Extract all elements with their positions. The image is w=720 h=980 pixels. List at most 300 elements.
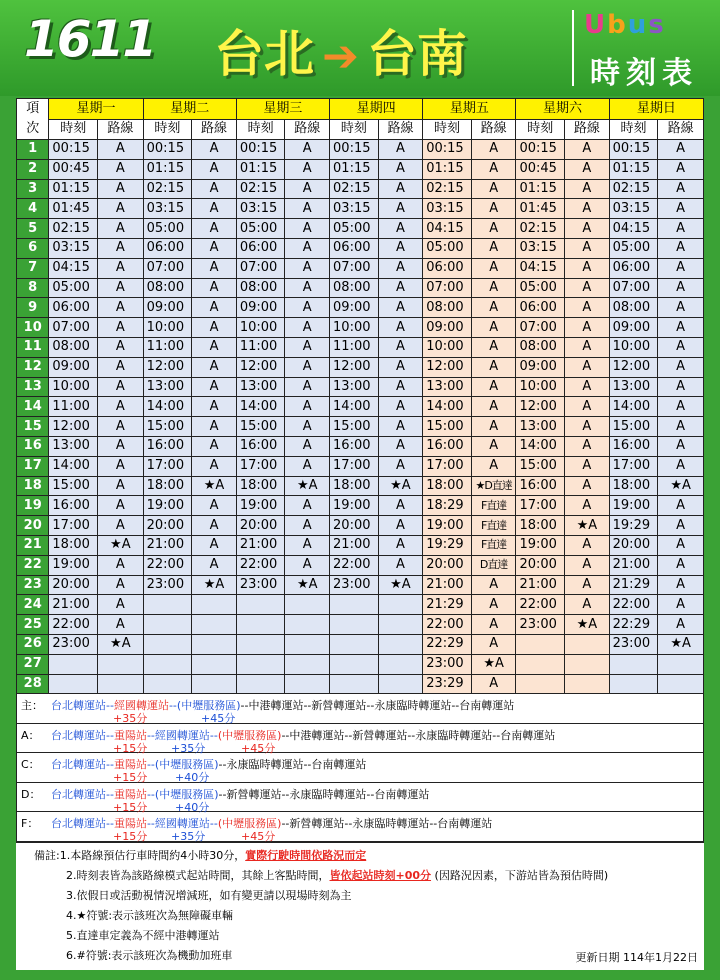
route-code-cell: A: [98, 219, 144, 239]
departure-time-cell: 02:15: [330, 179, 379, 199]
route-code-cell: A: [98, 615, 144, 635]
route-code-cell: A: [378, 555, 423, 575]
day-header: 星期二: [143, 99, 236, 120]
table-row: [17, 634, 704, 654]
departure-time-cell: 03:15: [49, 238, 98, 258]
route-code-cell: A: [192, 377, 237, 397]
departure-time-cell: 13:00: [423, 377, 472, 397]
route-code-cell: [565, 674, 610, 694]
route-code-cell: A: [565, 219, 610, 239]
table-row: [17, 516, 704, 536]
route-code-cell: A: [565, 575, 610, 595]
departure-time-cell: 06:00: [423, 258, 472, 278]
departure-time-cell: 21:29: [609, 575, 658, 595]
route-code-cell: A: [471, 219, 516, 239]
route-code-cell: [658, 654, 704, 674]
route-segment: 台北轉運站--: [51, 817, 114, 831]
day-header: 星期一: [49, 99, 143, 120]
departure-time-cell: 00:45: [49, 159, 98, 179]
route-code-cell: A: [285, 456, 330, 476]
departure-time-cell: 21:00: [330, 535, 379, 555]
route-code-cell: A: [565, 337, 610, 357]
route-segment: (中壢服務區): [176, 699, 241, 713]
departure-time-cell: 17:00: [143, 456, 192, 476]
departure-time-cell: 01:15: [609, 159, 658, 179]
departure-time-cell: 17:00: [236, 456, 285, 476]
route-code-cell: A: [658, 179, 704, 199]
route-code-cell: A: [565, 436, 610, 456]
departure-time-cell: 23:00: [609, 634, 658, 654]
route-code-cell: A: [565, 595, 610, 615]
table-row: [17, 140, 704, 160]
route-code-cell: [565, 634, 610, 654]
departure-time-cell: 23:00: [330, 575, 379, 595]
departure-time-cell: 20:00: [236, 516, 285, 536]
departure-time-cell: 14:00: [330, 397, 379, 417]
route-code-cell: A: [658, 456, 704, 476]
route-code-cell: A: [192, 496, 237, 516]
row-index: 5: [17, 219, 49, 239]
departure-time-cell: 04:15: [49, 258, 98, 278]
departure-time-cell: 15:00: [516, 456, 565, 476]
route-code-cell: A: [658, 159, 704, 179]
departure-time-cell: 07:00: [236, 258, 285, 278]
route-code-cell: A: [378, 337, 423, 357]
departure-time-cell: 00:15: [49, 140, 98, 160]
row-index: 7: [17, 258, 49, 278]
time-offset: +45分: [241, 830, 276, 844]
route-code-cell: ★A: [192, 575, 237, 595]
route-code-cell: A: [285, 219, 330, 239]
time-column-header: 時刻: [49, 119, 98, 140]
departure-time-cell: 23:00: [143, 575, 192, 595]
departure-time-cell: 10:00: [236, 318, 285, 338]
departure-time-cell: 15:00: [49, 476, 98, 496]
route-code-cell: [192, 674, 237, 694]
route-code-cell: A: [658, 377, 704, 397]
route-number: 1611: [24, 10, 156, 68]
route-column-header: 路線: [565, 119, 610, 140]
route-code-cell: A: [285, 278, 330, 298]
route-code-cell: A: [192, 357, 237, 377]
departure-time-cell: 15:00: [236, 417, 285, 437]
route-code-cell: [378, 674, 423, 694]
route-code-cell: A: [378, 179, 423, 199]
route-code-cell: A: [471, 337, 516, 357]
departure-time-cell: 22:29: [423, 634, 472, 654]
route-code-cell: A: [565, 535, 610, 555]
note-text: 備註:1.本路線預估行車時間約4小時30分，: [34, 848, 246, 862]
route-code-cell: A: [378, 357, 423, 377]
departure-time-cell: 15:00: [330, 417, 379, 437]
route-code-cell: A: [471, 159, 516, 179]
departure-time-cell: 08:00: [143, 278, 192, 298]
route-code-cell: ★A: [658, 634, 704, 654]
row-index: 21: [17, 535, 49, 555]
route-column-header: 路線: [192, 119, 237, 140]
route-segment: 台北轉運站--: [51, 787, 114, 801]
departure-time-cell: 03:15: [609, 199, 658, 219]
departure-time-cell: 16:00: [330, 436, 379, 456]
departure-time-cell: 14:00: [609, 397, 658, 417]
route-code-cell: A: [285, 337, 330, 357]
departure-time-cell: 16:00: [49, 496, 98, 516]
departure-time-cell: 11:00: [236, 337, 285, 357]
route-code-cell: A: [98, 179, 144, 199]
departure-time-cell: 07:00: [49, 318, 98, 338]
departure-time-cell: [236, 634, 285, 654]
departure-time-cell: 20:00: [516, 555, 565, 575]
departure-time-cell: 01:15: [49, 179, 98, 199]
row-index: 4: [17, 199, 49, 219]
departure-time-cell: 14:00: [236, 397, 285, 417]
route-code-cell: A: [658, 357, 704, 377]
departure-time-cell: 19:00: [516, 535, 565, 555]
departure-time-cell: 01:15: [143, 159, 192, 179]
route-code-cell: A: [285, 417, 330, 437]
note-6: 6.#符號:表示該班次為機動加班車: [66, 948, 233, 962]
time-offset: +45分: [241, 741, 276, 755]
origin: 台北: [214, 25, 314, 83]
departure-time-cell: 12:00: [236, 357, 285, 377]
departure-time-cell: 09:00: [143, 298, 192, 318]
timetable: [16, 98, 704, 694]
route-code-cell: [285, 634, 330, 654]
route-code-cell: [378, 654, 423, 674]
departure-time-cell: 07:00: [609, 278, 658, 298]
index-header-bottom: 次: [26, 121, 40, 136]
table-row: [17, 575, 704, 595]
route-code-cell: A: [192, 140, 237, 160]
departure-time-cell: 05:00: [143, 219, 192, 239]
departure-time-cell: 16:00: [236, 436, 285, 456]
logo-letter: s: [648, 10, 666, 40]
departure-time-cell: 05:00: [423, 238, 472, 258]
route-code-cell: A: [658, 238, 704, 258]
departure-time-cell: 22:00: [516, 595, 565, 615]
legend-key: A：: [21, 728, 40, 742]
row-index: 1: [17, 140, 49, 160]
timetable-panel: [16, 98, 704, 970]
route-code-cell: A: [658, 516, 704, 536]
route-code-cell: A: [658, 318, 704, 338]
departure-time-cell: [330, 615, 379, 635]
departure-time-cell: 23:00: [236, 575, 285, 595]
departure-time-cell: 09:00: [236, 298, 285, 318]
table-row: [17, 595, 704, 615]
route-code-cell: A: [285, 377, 330, 397]
departure-time-cell: 06:00: [49, 298, 98, 318]
route-code-cell: A: [285, 357, 330, 377]
departure-time-cell: 21:00: [609, 555, 658, 575]
route-code-cell: A: [285, 516, 330, 536]
route-code-cell: A: [471, 298, 516, 318]
legend-key: D：: [21, 787, 41, 801]
row-index: 28: [17, 674, 49, 694]
route-code-cell: A: [98, 337, 144, 357]
departure-time-cell: [236, 654, 285, 674]
departure-time-cell: 12:00: [423, 357, 472, 377]
route-code-cell: A: [471, 258, 516, 278]
departure-time-cell: 14:00: [49, 456, 98, 476]
route-code-cell: A: [565, 496, 610, 516]
departure-time-cell: 17:00: [609, 456, 658, 476]
table-row: [17, 555, 704, 575]
departure-time-cell: 12:00: [143, 357, 192, 377]
logo-letter: u: [627, 10, 649, 40]
route-code-cell: A: [285, 298, 330, 318]
route-code-cell: A: [658, 278, 704, 298]
departure-time-cell: 08:00: [236, 278, 285, 298]
departure-time-cell: 06:00: [609, 258, 658, 278]
departure-time-cell: 05:00: [516, 278, 565, 298]
route-code-cell: A: [192, 318, 237, 338]
departure-time-cell: 23:00: [516, 615, 565, 635]
departure-time-cell: 06:00: [330, 238, 379, 258]
destination: 台南: [366, 25, 467, 83]
time-offset: +40分: [175, 800, 210, 814]
route-code-cell: A: [471, 238, 516, 258]
row-index: 16: [17, 436, 49, 456]
departure-time-cell: 06:00: [236, 238, 285, 258]
route-code-cell: A: [285, 318, 330, 338]
departure-time-cell: 10:00: [609, 337, 658, 357]
route-code-cell: A: [378, 199, 423, 219]
route-code-cell: A: [471, 575, 516, 595]
route-code-cell: A: [658, 337, 704, 357]
route-segment: 重陽站: [113, 728, 147, 742]
route-code-cell: A: [98, 159, 144, 179]
header-banner: [0, 0, 720, 96]
time-offset: +35分: [171, 830, 206, 844]
departure-time-cell: 00:45: [516, 159, 565, 179]
route-segment: 重陽站: [113, 758, 147, 772]
route-code-cell: A: [565, 199, 610, 219]
route-code-cell: A: [378, 535, 423, 555]
route-code-cell: ★A: [471, 654, 516, 674]
departure-time-cell: 22:00: [143, 555, 192, 575]
departure-time-cell: 03:15: [236, 199, 285, 219]
route-code-cell: [285, 674, 330, 694]
route-code-cell: A: [98, 258, 144, 278]
time-offset: +45分: [201, 712, 236, 726]
route-code-cell: A: [565, 159, 610, 179]
departure-time-cell: 20:00: [423, 555, 472, 575]
route-code-cell: A: [192, 298, 237, 318]
row-index: 22: [17, 555, 49, 575]
route-code-cell: ★A: [378, 575, 423, 595]
row-index: 3: [17, 179, 49, 199]
route-code-cell: ★A: [98, 634, 144, 654]
index-header-top: 項: [26, 101, 40, 116]
route-code-cell: A: [378, 140, 423, 160]
route-code-cell: D直達: [471, 555, 516, 575]
departure-time-cell: 10:00: [143, 318, 192, 338]
row-index: 6: [17, 238, 49, 258]
departure-time-cell: 02:15: [423, 179, 472, 199]
time-offset: +15分: [113, 741, 148, 755]
route-code-cell: A: [98, 476, 144, 496]
departure-time-cell: 17:00: [516, 496, 565, 516]
day-header: 星期五: [423, 99, 516, 120]
route-code-cell: A: [378, 159, 423, 179]
departure-time-cell: 04:15: [516, 258, 565, 278]
route-code-cell: A: [658, 258, 704, 278]
route-code-cell: A: [98, 595, 144, 615]
route-code-cell: A: [378, 219, 423, 239]
route-code-cell: A: [98, 199, 144, 219]
route-code-cell: ★A: [285, 575, 330, 595]
departure-time-cell: 08:00: [609, 298, 658, 318]
table-row: [17, 377, 704, 397]
row-index: 18: [17, 476, 49, 496]
route-segment: --經國轉運站--: [146, 728, 218, 742]
route-code-cell: ★D直達: [471, 476, 516, 496]
row-index: 2: [17, 159, 49, 179]
note-1: [34, 847, 366, 863]
route-code-cell: A: [285, 140, 330, 160]
departure-time-cell: 07:00: [143, 258, 192, 278]
departure-time-cell: 21:00: [143, 535, 192, 555]
departure-time-cell: 22:00: [236, 555, 285, 575]
route-segment: (中壢服務區): [217, 817, 282, 831]
route-code-cell: A: [98, 417, 144, 437]
route-code-cell: A: [658, 615, 704, 635]
time-offset: +40分: [175, 771, 210, 785]
departure-time-cell: 20:00: [609, 535, 658, 555]
departure-time-cell: 14:00: [516, 436, 565, 456]
departure-time-cell: [516, 654, 565, 674]
departure-time-cell: 06:00: [516, 298, 565, 318]
departure-time-cell: 22:00: [330, 555, 379, 575]
departure-time-cell: 18:00: [236, 476, 285, 496]
route-code-cell: A: [98, 238, 144, 258]
route-code-cell: A: [192, 456, 237, 476]
departure-time-cell: [143, 674, 192, 694]
route-segment: --: [146, 787, 155, 801]
time-offset: +15分: [113, 771, 148, 785]
departure-time-cell: 19:00: [330, 496, 379, 516]
departure-time-cell: 18:00: [49, 535, 98, 555]
departure-time-cell: 02:15: [516, 219, 565, 239]
departure-time-cell: 01:15: [330, 159, 379, 179]
route-code-cell: A: [192, 219, 237, 239]
row-index: 12: [17, 357, 49, 377]
route-code-cell: [565, 654, 610, 674]
departure-time-cell: [330, 634, 379, 654]
table-row: [17, 179, 704, 199]
row-index: 23: [17, 575, 49, 595]
route-code-cell: A: [378, 298, 423, 318]
departure-time-cell: 01:15: [236, 159, 285, 179]
route-code-cell: A: [98, 278, 144, 298]
route-code-cell: A: [565, 278, 610, 298]
route-code-cell: A: [378, 456, 423, 476]
legend-row: [17, 753, 703, 783]
departure-time-cell: 18:00: [143, 476, 192, 496]
departure-time-cell: [49, 674, 98, 694]
departure-time-cell: 08:00: [516, 337, 565, 357]
route-segment: 台北轉運站--: [51, 728, 114, 742]
route-code-cell: A: [378, 258, 423, 278]
route-code-cell: A: [98, 436, 144, 456]
time-column-header: 時刻: [236, 119, 285, 140]
table-row: [17, 159, 704, 179]
row-index: 27: [17, 654, 49, 674]
index-header: [17, 99, 49, 140]
route-code-cell: A: [285, 238, 330, 258]
route-code-cell: A: [192, 199, 237, 219]
route-code-cell: [285, 654, 330, 674]
route-segment: 台北轉運站--: [51, 699, 114, 713]
departure-time-cell: 10:00: [516, 377, 565, 397]
table-row: [17, 417, 704, 437]
time-offset: +35分: [171, 741, 206, 755]
route-segment: --經國轉運站--: [146, 817, 218, 831]
departure-time-cell: 01:15: [423, 159, 472, 179]
route-code-cell: A: [98, 496, 144, 516]
departure-time-cell: 19:29: [609, 516, 658, 536]
route-code-cell: [98, 654, 144, 674]
departure-time-cell: 18:00: [609, 476, 658, 496]
row-index: 24: [17, 595, 49, 615]
time-column-header: 時刻: [609, 119, 658, 140]
route-column-header: 路線: [98, 119, 144, 140]
note-text: 2.時刻表皆為該路線模式起站時間，其餘上客點時間，: [66, 868, 330, 882]
departure-time-cell: [143, 595, 192, 615]
departure-time-cell: 20:00: [330, 516, 379, 536]
route-code-cell: A: [471, 417, 516, 437]
departure-time-cell: 07:00: [330, 258, 379, 278]
table-row: [17, 219, 704, 239]
departure-time-cell: [236, 595, 285, 615]
table-row: [17, 476, 704, 496]
row-index: 10: [17, 318, 49, 338]
route-code-cell: A: [471, 595, 516, 615]
departure-time-cell: [143, 634, 192, 654]
departure-time-cell: 19:00: [143, 496, 192, 516]
departure-time-cell: 01:45: [49, 199, 98, 219]
departure-time-cell: 04:15: [423, 219, 472, 239]
departure-time-cell: 09:00: [516, 357, 565, 377]
row-index: 14: [17, 397, 49, 417]
departure-time-cell: 18:29: [423, 496, 472, 516]
route-code-cell: A: [98, 516, 144, 536]
departure-time-cell: 05:00: [49, 278, 98, 298]
route-code-cell: A: [378, 496, 423, 516]
departure-time-cell: 00:15: [516, 140, 565, 160]
departure-time-cell: 07:00: [516, 318, 565, 338]
departure-time-cell: 02:15: [49, 219, 98, 239]
departure-time-cell: 14:00: [143, 397, 192, 417]
departure-time-cell: 19:00: [49, 555, 98, 575]
departure-time-cell: 09:00: [330, 298, 379, 318]
route-segment: (中壢服務區): [154, 758, 219, 772]
route-code-cell: A: [471, 357, 516, 377]
departure-time-cell: 17:00: [423, 456, 472, 476]
table-row: [17, 674, 704, 694]
route-code-cell: A: [192, 516, 237, 536]
departure-time-cell: 04:15: [609, 219, 658, 239]
route-code-cell: [378, 615, 423, 635]
route-code-cell: A: [565, 140, 610, 160]
legend-key: C：: [21, 758, 40, 772]
time-column-header: 時刻: [423, 119, 472, 140]
route-code-cell: F直達: [471, 535, 516, 555]
departure-time-cell: 17:00: [49, 516, 98, 536]
legend-row: [17, 724, 703, 754]
route-code-cell: A: [471, 199, 516, 219]
